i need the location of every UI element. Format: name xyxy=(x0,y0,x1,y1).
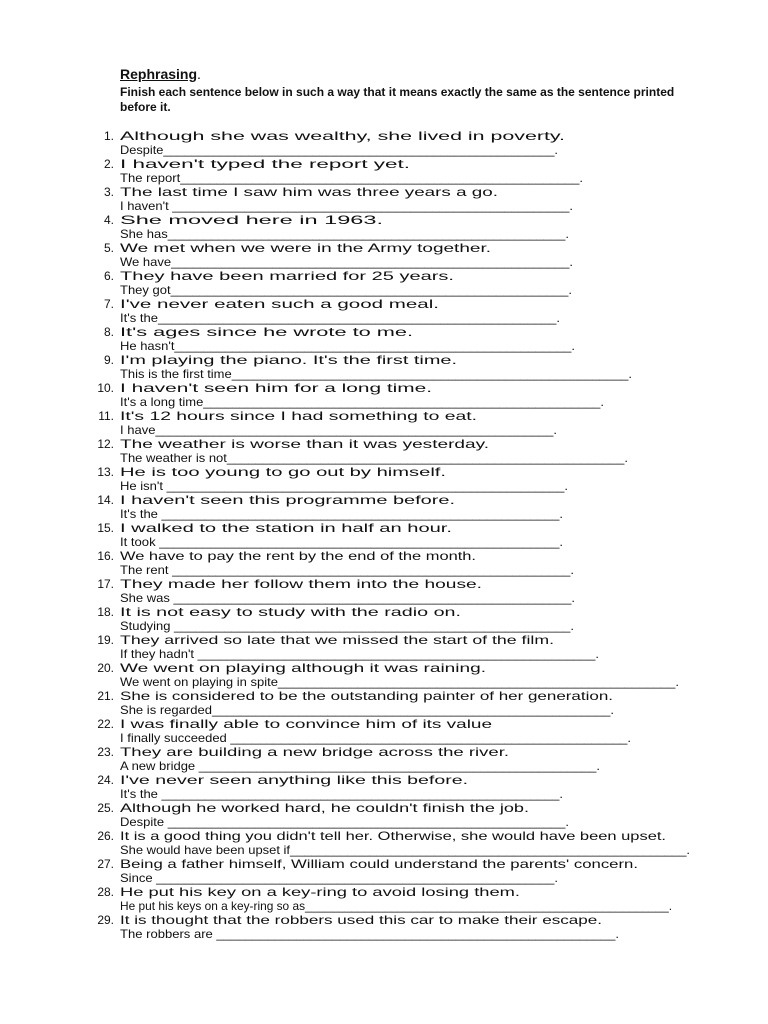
rewrite-prompt: Despite_______________________________________________________. xyxy=(120,143,558,157)
exercise-item xyxy=(0,213,768,241)
rewrite-prompt: If they hadn't _______________________________________________________. xyxy=(120,647,599,661)
exercise-number: 2. xyxy=(103,157,114,171)
original-sentence: I'm playing the piano. It's the first time. xyxy=(120,353,457,367)
exercise-number: 24. xyxy=(97,773,114,787)
original-sentence: They arrived so late that we missed the start of the film. xyxy=(120,633,554,647)
rewrite-prompt: Studying _______________________________________________________. xyxy=(120,619,574,633)
original-sentence: She is considered to be the outstanding painter of her generation. xyxy=(120,689,613,703)
rewrite-prompt: He hasn't_______________________________________________________. xyxy=(120,339,575,353)
exercise-item xyxy=(0,521,768,549)
exercise-item xyxy=(0,409,768,437)
exercise-number: 20. xyxy=(97,661,114,675)
exercise-number: 3. xyxy=(103,185,114,199)
exercise-item xyxy=(0,241,768,269)
instructions-text: Finish each sentence below in such a way that it means exactly the same as the sentence printed before it. xyxy=(120,85,675,114)
rewrite-prompt: It's the _______________________________________________________. xyxy=(120,507,563,521)
exercise-number: 18. xyxy=(97,605,114,619)
exercise-number: 27. xyxy=(97,857,114,871)
original-sentence: Being a father himself, William could understand the parents' concern. xyxy=(120,857,638,871)
rewrite-prompt: The weather is not_______________________________________________________. xyxy=(120,451,628,465)
rewrite-prompt: He isn't _______________________________________________________. xyxy=(120,479,568,493)
original-sentence: Although he worked hard, he couldn't finish the job. xyxy=(120,801,529,815)
exercise-number: 13. xyxy=(97,465,114,479)
rewrite-prompt: He put his keys on a key-ring so as_______________________________________________________. xyxy=(120,899,672,913)
exercise-number: 29. xyxy=(97,913,114,927)
exercise-item xyxy=(0,381,768,409)
original-sentence: I haven't typed the report yet. xyxy=(120,157,410,171)
rewrite-prompt: It's the _______________________________________________________. xyxy=(120,787,563,801)
exercise-number: 8. xyxy=(103,325,114,339)
original-sentence: It is a good thing you didn't tell her. Otherwise, she would have been upset. xyxy=(120,829,666,843)
rewrite-prompt: It took _______________________________________________________. xyxy=(120,535,563,549)
exercise-item xyxy=(0,325,768,353)
exercise-number: 23. xyxy=(97,745,114,759)
original-sentence: We have to pay the rent by the end of the month. xyxy=(120,549,476,563)
exercise-item xyxy=(0,577,768,605)
exercise-item xyxy=(0,885,768,913)
original-sentence: It's ages since he wrote to me. xyxy=(120,325,413,339)
exercise-item xyxy=(0,745,768,773)
original-sentence: The last time I saw him was three years a go. xyxy=(120,185,498,199)
exercise-item xyxy=(0,913,768,941)
exercise-item xyxy=(0,661,768,689)
original-sentence: Although she was wealthy, she lived in poverty. xyxy=(120,129,565,143)
exercise-item xyxy=(0,717,768,745)
title-period: . xyxy=(197,66,201,82)
original-sentence: He put his key on a key-ring to avoid losing them. xyxy=(120,885,520,899)
original-sentence: I've never seen anything like this before. xyxy=(120,773,468,787)
original-sentence: It is thought that the robbers used this car to make their escape. xyxy=(120,913,602,927)
exercise-item xyxy=(0,269,768,297)
exercise-number: 22. xyxy=(97,717,114,731)
original-sentence: I walked to the station in half an hour. xyxy=(120,521,452,535)
rewrite-prompt: Despite _______________________________________________________. xyxy=(120,815,569,829)
exercise-number: 26. xyxy=(97,829,114,843)
original-sentence: We went on playing although it was raining. xyxy=(120,661,486,675)
exercise-number: 21. xyxy=(97,689,114,703)
exercise-number: 10. xyxy=(97,381,114,395)
exercise-number: 7. xyxy=(103,297,114,311)
rewrite-prompt: They got_______________________________________________________. xyxy=(120,283,572,297)
rewrite-prompt: I haven't _______________________________________________________. xyxy=(120,199,573,213)
exercise-item xyxy=(0,633,768,661)
original-sentence: He is too young to go out by himself. xyxy=(120,465,446,479)
rewrite-prompt: She was _______________________________________________________. xyxy=(120,591,575,605)
original-sentence: It's 12 hours since I had something to eat. xyxy=(120,409,477,423)
exercise-number: 11. xyxy=(98,409,114,423)
exercise-number: 6. xyxy=(103,269,114,283)
exercise-item xyxy=(0,857,768,885)
exercise-number: 5. xyxy=(103,241,114,255)
original-sentence: She moved here in 1963. xyxy=(120,213,383,227)
original-sentence: They have been married for 25 years. xyxy=(120,269,454,283)
exercise-item xyxy=(0,437,768,465)
exercise-item xyxy=(0,689,768,717)
original-sentence: They are building a new bridge across the river. xyxy=(120,745,509,759)
rewrite-prompt: Since _______________________________________________________. xyxy=(120,871,558,885)
rewrite-prompt: It's a long time_______________________________________________________. xyxy=(120,395,604,409)
original-sentence: It is not easy to study with the radio on. xyxy=(120,605,461,619)
rewrite-prompt: The report_______________________________________________________. xyxy=(120,171,583,185)
original-sentence: They made her follow them into the house. xyxy=(120,577,482,591)
exercise-number: 25. xyxy=(97,801,114,815)
original-sentence: I've never eaten such a good meal. xyxy=(120,297,439,311)
exercise-number: 12. xyxy=(97,437,114,451)
exercise-number: 16. xyxy=(97,549,114,563)
rewrite-prompt: The rent _______________________________________________________. xyxy=(120,563,574,577)
exercise-item xyxy=(0,549,768,577)
original-sentence: I haven't seen this programme before. xyxy=(120,493,455,507)
exercise-item xyxy=(0,773,768,801)
worksheet-title: Rephrasing xyxy=(120,66,198,82)
exercise-number: 19. xyxy=(97,633,114,647)
rewrite-prompt: I finally succeeded _______________________________________________________. xyxy=(120,731,631,745)
exercise-item xyxy=(0,493,768,521)
rewrite-prompt: She has_______________________________________________________. xyxy=(120,227,569,241)
original-sentence: I haven't seen him for a long time. xyxy=(120,381,432,395)
exercise-item xyxy=(0,605,768,633)
exercise-item xyxy=(0,353,768,381)
rewrite-prompt: She would have been upset if_______________________________________________________. xyxy=(120,843,690,857)
exercise-number: 4. xyxy=(103,213,114,227)
exercise-item xyxy=(0,829,768,857)
exercise-number: 17. xyxy=(97,577,114,591)
exercise-number: 1. xyxy=(103,129,114,143)
original-sentence: The weather is worse than it was yesterday. xyxy=(120,437,489,451)
rewrite-prompt: I have_______________________________________________________. xyxy=(120,423,557,437)
exercise-item xyxy=(0,185,768,213)
rewrite-prompt: We went on playing in spite_______________________________________________________. xyxy=(120,675,679,689)
exercise-item xyxy=(0,801,768,829)
exercise-number: 28. xyxy=(97,885,114,899)
exercise-item xyxy=(0,129,768,157)
worksheet-heading xyxy=(120,66,201,82)
exercise-item xyxy=(0,157,768,185)
rewrite-prompt: We have_______________________________________________________. xyxy=(120,255,573,269)
original-sentence: I was finally able to convince him of its value xyxy=(120,717,492,731)
original-sentence: We met when we were in the Army together. xyxy=(120,241,491,255)
exercise-number: 9. xyxy=(103,353,114,367)
exercise-number: 14. xyxy=(97,493,114,507)
rewrite-prompt: A new bridge _______________________________________________________. xyxy=(120,759,600,773)
exercise-number: 15. xyxy=(97,521,114,535)
rewrite-prompt: This is the first time_______________________________________________________. xyxy=(120,367,632,381)
exercise-item xyxy=(0,297,768,325)
rewrite-prompt: It's the_______________________________________________________. xyxy=(120,311,560,325)
exercise-list xyxy=(0,129,768,941)
exercise-item xyxy=(0,465,768,493)
rewrite-prompt: The robbers are _______________________________________________________. xyxy=(120,927,619,941)
rewrite-prompt: She is regarded_______________________________________________________. xyxy=(120,703,614,717)
